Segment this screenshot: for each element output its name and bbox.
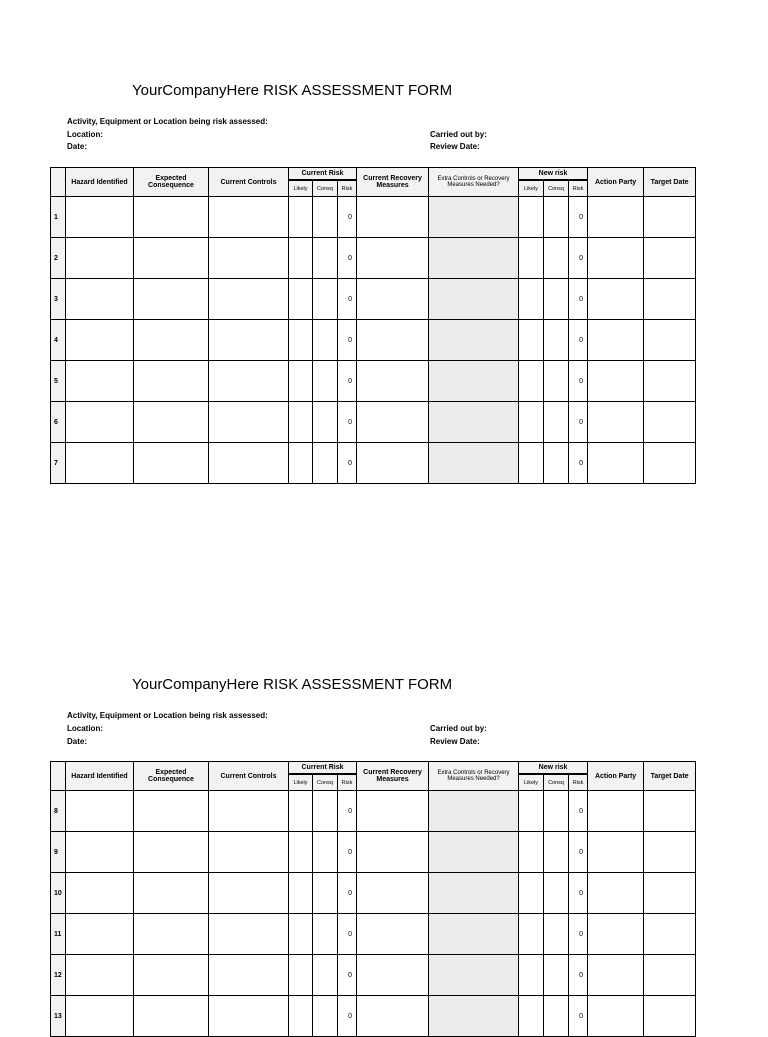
consequence-cell[interactable] — [134, 197, 209, 238]
new-risk-value: 0 — [569, 914, 588, 955]
consequence-cell[interactable] — [134, 996, 209, 1037]
action-party-header: Action Party — [588, 762, 644, 791]
current-risk-value: 0 — [338, 443, 357, 484]
current-risk-value: 0 — [338, 197, 357, 238]
likely-cell[interactable] — [519, 320, 544, 361]
table-row — [51, 320, 696, 361]
likely-cell[interactable] — [289, 238, 313, 279]
likely-header: Likely — [289, 774, 313, 791]
current-risk-value: 0 — [338, 873, 357, 914]
consequence-cell[interactable] — [134, 832, 209, 873]
hazard-cell[interactable] — [66, 361, 134, 402]
new-risk-header: New risk — [519, 168, 588, 181]
hazard-cell[interactable] — [66, 320, 134, 361]
likely-cell[interactable] — [289, 402, 313, 443]
likely-cell[interactable] — [289, 832, 313, 873]
target-date-cell[interactable] — [644, 996, 696, 1037]
target-date-cell[interactable] — [644, 955, 696, 996]
new-risk-value: 0 — [569, 832, 588, 873]
risk-header: Risk — [338, 774, 357, 791]
current-risk-value: 0 — [338, 791, 357, 832]
target-date-cell[interactable] — [644, 279, 696, 320]
action-party-cell[interactable] — [588, 402, 644, 443]
recovery-header: Current Recovery Measures — [357, 168, 429, 197]
likely-cell[interactable] — [289, 955, 313, 996]
likely-cell[interactable] — [289, 914, 313, 955]
action-party-cell[interactable] — [588, 873, 644, 914]
target-date-cell[interactable] — [644, 873, 696, 914]
recovery-cell[interactable] — [357, 320, 429, 361]
likely-cell[interactable] — [519, 279, 544, 320]
extra-controls-cell[interactable] — [429, 443, 519, 484]
likely-cell[interactable] — [519, 955, 544, 996]
table-row — [51, 996, 696, 1037]
risk-header: Risk — [338, 180, 357, 197]
consq-header: Consq — [313, 180, 338, 197]
table-row — [51, 361, 696, 402]
likely-cell[interactable] — [519, 832, 544, 873]
consq-cell[interactable] — [544, 361, 569, 402]
row-number: 6 — [51, 402, 66, 443]
new-risk-header: New risk — [519, 762, 588, 775]
controls-cell[interactable] — [209, 402, 289, 443]
consequence-cell[interactable] — [134, 955, 209, 996]
new-risk-value: 0 — [569, 402, 588, 443]
action-party-header: Action Party — [588, 168, 644, 197]
consq-cell[interactable] — [544, 996, 569, 1037]
table-row — [51, 197, 696, 238]
current-risk-header: Current Risk — [289, 168, 357, 181]
likely-cell[interactable] — [519, 361, 544, 402]
row-number: 12 — [51, 955, 66, 996]
likely-cell[interactable] — [519, 238, 544, 279]
recovery-cell[interactable] — [357, 279, 429, 320]
recovery-cell[interactable] — [357, 197, 429, 238]
hazard-cell[interactable] — [66, 914, 134, 955]
new-risk-value: 0 — [569, 791, 588, 832]
hazard-header: Hazard Identified — [66, 762, 134, 791]
current-risk-header: Current Risk — [289, 762, 357, 775]
target-date-cell[interactable] — [644, 443, 696, 484]
hazard-cell[interactable] — [66, 238, 134, 279]
extra-controls-cell[interactable] — [429, 402, 519, 443]
likely-cell[interactable] — [289, 197, 313, 238]
target-date-cell[interactable] — [644, 791, 696, 832]
consequence-cell[interactable] — [134, 873, 209, 914]
recovery-header: Current Recovery Measures — [357, 762, 429, 791]
recovery-cell[interactable] — [357, 955, 429, 996]
controls-cell[interactable] — [209, 238, 289, 279]
consq-header: Consq — [544, 180, 569, 197]
extra-controls-cell[interactable] — [429, 955, 519, 996]
consq-cell[interactable] — [544, 443, 569, 484]
consq-cell[interactable] — [313, 996, 338, 1037]
recovery-cell[interactable] — [357, 791, 429, 832]
likely-cell[interactable] — [519, 873, 544, 914]
new-risk-value: 0 — [569, 873, 588, 914]
consq-cell[interactable] — [544, 955, 569, 996]
consq-cell[interactable] — [313, 791, 338, 832]
extra-controls-cell[interactable] — [429, 361, 519, 402]
hazard-cell[interactable] — [66, 873, 134, 914]
likely-cell[interactable] — [519, 443, 544, 484]
location-label: Location: — [67, 724, 103, 733]
likely-cell[interactable] — [289, 320, 313, 361]
action-party-cell[interactable] — [588, 996, 644, 1037]
current-risk-value: 0 — [338, 361, 357, 402]
extra-controls-cell[interactable] — [429, 914, 519, 955]
target-date-cell[interactable] — [644, 238, 696, 279]
new-risk-value: 0 — [569, 443, 588, 484]
action-party-cell[interactable] — [588, 955, 644, 996]
consq-header: Consq — [313, 774, 338, 791]
current-risk-value: 0 — [338, 238, 357, 279]
row-number-header — [51, 168, 66, 197]
new-risk-value: 0 — [569, 279, 588, 320]
consq-cell[interactable] — [313, 873, 338, 914]
likely-header: Likely — [519, 774, 544, 791]
extra-controls-cell[interactable] — [429, 791, 519, 832]
new-risk-value: 0 — [569, 996, 588, 1037]
table-row — [51, 791, 696, 832]
consequence-cell[interactable] — [134, 443, 209, 484]
likely-cell[interactable] — [289, 873, 313, 914]
hazard-cell[interactable] — [66, 279, 134, 320]
hazard-header: Hazard Identified — [66, 168, 134, 197]
controls-cell[interactable] — [209, 955, 289, 996]
likely-cell[interactable] — [519, 197, 544, 238]
current-risk-value: 0 — [338, 955, 357, 996]
consq-cell[interactable] — [313, 832, 338, 873]
new-risk-value: 0 — [569, 320, 588, 361]
action-party-cell[interactable] — [588, 791, 644, 832]
extra-controls-header: Extra Controls or Recovery Measures Needed? — [429, 762, 519, 791]
recovery-cell[interactable] — [357, 873, 429, 914]
recovery-cell[interactable] — [357, 238, 429, 279]
controls-cell[interactable] — [209, 279, 289, 320]
row-number-header — [51, 762, 66, 791]
action-party-cell[interactable] — [588, 361, 644, 402]
risk-header: Risk — [569, 180, 588, 197]
extra-controls-cell[interactable] — [429, 996, 519, 1037]
likely-cell[interactable] — [519, 914, 544, 955]
target-date-header: Target Date — [644, 762, 696, 791]
action-party-cell[interactable] — [588, 914, 644, 955]
hazard-cell[interactable] — [66, 443, 134, 484]
consequence-header: Expected Consequence — [134, 762, 209, 791]
consequence-cell[interactable] — [134, 238, 209, 279]
extra-controls-cell[interactable] — [429, 832, 519, 873]
row-number: 11 — [51, 914, 66, 955]
action-party-cell[interactable] — [588, 443, 644, 484]
consq-cell[interactable] — [544, 832, 569, 873]
location-label: Location: — [67, 130, 103, 139]
risk-header: Risk — [569, 774, 588, 791]
likely-cell[interactable] — [289, 361, 313, 402]
row-number: 2 — [51, 238, 66, 279]
current-risk-value: 0 — [338, 832, 357, 873]
recovery-cell[interactable] — [357, 832, 429, 873]
table-row — [51, 955, 696, 996]
consq-cell[interactable] — [313, 279, 338, 320]
activity-label: Activity, Equipment or Location being risk assessed: — [67, 117, 268, 126]
hazard-cell[interactable] — [66, 197, 134, 238]
form-title: YourCompanyHere RISK ASSESSMENT FORM — [132, 676, 453, 693]
table-row — [51, 832, 696, 873]
current-risk-value: 0 — [338, 279, 357, 320]
consq-cell[interactable] — [313, 914, 338, 955]
recovery-cell[interactable] — [357, 996, 429, 1037]
consequence-cell[interactable] — [134, 914, 209, 955]
row-number: 4 — [51, 320, 66, 361]
review-date-label: Review Date: — [430, 737, 480, 746]
likely-cell[interactable] — [289, 996, 313, 1037]
recovery-cell[interactable] — [357, 402, 429, 443]
table-row — [51, 402, 696, 443]
consequence-cell[interactable] — [134, 320, 209, 361]
risk-table — [50, 167, 696, 484]
action-party-cell[interactable] — [588, 197, 644, 238]
consequence-header: Expected Consequence — [134, 168, 209, 197]
likely-header: Likely — [289, 180, 313, 197]
row-number: 8 — [51, 791, 66, 832]
table-row — [51, 238, 696, 279]
consq-cell[interactable] — [544, 197, 569, 238]
new-risk-value: 0 — [569, 197, 588, 238]
extra-controls-header: Extra Controls or Recovery Measures Needed? — [429, 168, 519, 197]
controls-cell[interactable] — [209, 197, 289, 238]
hazard-cell[interactable] — [66, 791, 134, 832]
consq-cell[interactable] — [544, 791, 569, 832]
activity-label: Activity, Equipment or Location being risk assessed: — [67, 711, 268, 720]
extra-controls-cell[interactable] — [429, 197, 519, 238]
table-row — [51, 873, 696, 914]
action-party-cell[interactable] — [588, 832, 644, 873]
recovery-cell[interactable] — [357, 361, 429, 402]
consequence-cell[interactable] — [134, 402, 209, 443]
consq-cell[interactable] — [544, 238, 569, 279]
controls-cell[interactable] — [209, 443, 289, 484]
controls-cell[interactable] — [209, 873, 289, 914]
consequence-cell[interactable] — [134, 279, 209, 320]
current-risk-value: 0 — [338, 914, 357, 955]
row-number: 10 — [51, 873, 66, 914]
row-number: 1 — [51, 197, 66, 238]
hazard-cell[interactable] — [66, 402, 134, 443]
review-date-label: Review Date: — [430, 142, 480, 151]
recovery-cell[interactable] — [357, 914, 429, 955]
likely-cell[interactable] — [519, 402, 544, 443]
controls-cell[interactable] — [209, 914, 289, 955]
controls-cell[interactable] — [209, 361, 289, 402]
target-date-cell[interactable] — [644, 197, 696, 238]
consq-cell[interactable] — [544, 914, 569, 955]
controls-cell[interactable] — [209, 832, 289, 873]
date-label: Date: — [67, 737, 88, 746]
consequence-cell[interactable] — [134, 791, 209, 832]
likely-cell[interactable] — [289, 279, 313, 320]
table-row — [51, 279, 696, 320]
table-row — [51, 914, 696, 955]
carried-out-label: Carried out by: — [430, 130, 487, 139]
consq-cell[interactable] — [313, 361, 338, 402]
consq-cell[interactable] — [544, 320, 569, 361]
controls-cell[interactable] — [209, 791, 289, 832]
carried-out-label: Carried out by: — [430, 724, 487, 733]
risk-table — [50, 761, 696, 1037]
likely-cell[interactable] — [519, 791, 544, 832]
target-date-cell[interactable] — [644, 832, 696, 873]
new-risk-value: 0 — [569, 955, 588, 996]
row-number: 5 — [51, 361, 66, 402]
hazard-cell[interactable] — [66, 996, 134, 1037]
hazard-cell[interactable] — [66, 832, 134, 873]
consq-header: Consq — [544, 774, 569, 791]
likely-cell[interactable] — [289, 791, 313, 832]
target-date-cell[interactable] — [644, 361, 696, 402]
consq-cell[interactable] — [313, 238, 338, 279]
row-number: 3 — [51, 279, 66, 320]
likely-cell[interactable] — [289, 443, 313, 484]
consequence-cell[interactable] — [134, 361, 209, 402]
date-label: Date: — [67, 142, 88, 151]
new-risk-value: 0 — [569, 238, 588, 279]
target-date-cell[interactable] — [644, 914, 696, 955]
consq-cell[interactable] — [544, 873, 569, 914]
table-row — [51, 443, 696, 484]
target-date-cell[interactable] — [644, 402, 696, 443]
action-party-cell[interactable] — [588, 320, 644, 361]
consq-cell[interactable] — [544, 402, 569, 443]
consq-cell[interactable] — [313, 402, 338, 443]
target-date-header: Target Date — [644, 168, 696, 197]
extra-controls-cell[interactable] — [429, 320, 519, 361]
action-party-cell[interactable] — [588, 238, 644, 279]
current-risk-value: 0 — [338, 320, 357, 361]
form-title: YourCompanyHere RISK ASSESSMENT FORM — [132, 82, 453, 99]
recovery-cell[interactable] — [357, 443, 429, 484]
consq-cell[interactable] — [313, 197, 338, 238]
action-party-cell[interactable] — [588, 279, 644, 320]
consq-cell[interactable] — [313, 955, 338, 996]
controls-header: Current Controls — [209, 168, 289, 197]
extra-controls-cell[interactable] — [429, 238, 519, 279]
likely-header: Likely — [519, 180, 544, 197]
extra-controls-cell[interactable] — [429, 873, 519, 914]
row-number: 9 — [51, 832, 66, 873]
current-risk-value: 0 — [338, 402, 357, 443]
consq-cell[interactable] — [313, 320, 338, 361]
consq-cell[interactable] — [544, 279, 569, 320]
target-date-cell[interactable] — [644, 320, 696, 361]
current-risk-value: 0 — [338, 996, 357, 1037]
controls-cell[interactable] — [209, 996, 289, 1037]
row-number: 13 — [51, 996, 66, 1037]
row-number: 7 — [51, 443, 66, 484]
consq-cell[interactable] — [313, 443, 338, 484]
likely-cell[interactable] — [519, 996, 544, 1037]
controls-cell[interactable] — [209, 320, 289, 361]
extra-controls-cell[interactable] — [429, 279, 519, 320]
hazard-cell[interactable] — [66, 955, 134, 996]
new-risk-value: 0 — [569, 361, 588, 402]
controls-header: Current Controls — [209, 762, 289, 791]
